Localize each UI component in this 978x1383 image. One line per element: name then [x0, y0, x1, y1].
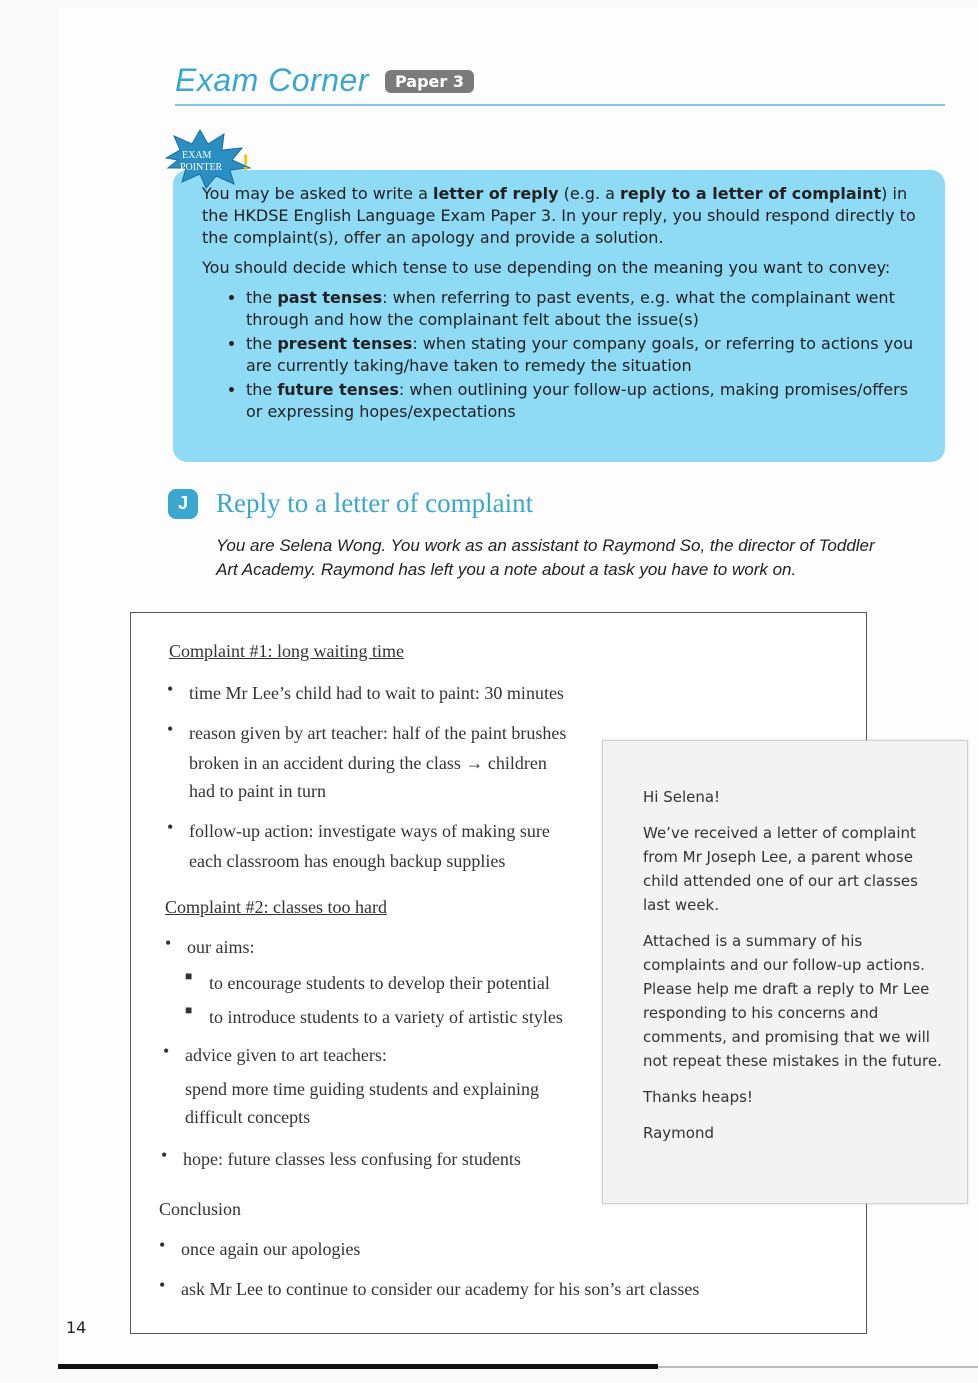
list-item-continued: broken in an accident during the class → children [189, 753, 547, 773]
list-item: advice given to art teachers: [185, 1045, 387, 1065]
bullet-icon: • [159, 1235, 166, 1255]
pointer-paragraph-2: You should decide which tense to use depending on the meaning you want to convey: [202, 258, 891, 277]
list-item: hope: future classes less confusing for students [183, 1149, 521, 1169]
sticky-note-text [643, 785, 943, 1157]
header-divider [175, 104, 945, 106]
burst-text-pointer: POINTER [180, 162, 223, 173]
bottom-rule-fade [658, 1366, 978, 1368]
note-paragraph-2: Attached is a summary of his complaints and our follow-up actions. Please help me draft a reply to Mr Lee responding to his concerns and comments, and promising that we will not repeat these mistakes in the future. [643, 932, 942, 1070]
list-item: once again our apologies [181, 1239, 361, 1259]
list-item-continued: difficult concepts [185, 1107, 311, 1127]
bottom-rule [58, 1364, 658, 1369]
pointer-paragraph-1: You may be asked to write a letter of reply (e.g. a reply to a letter of complaint) in the HKDSE English Language Exam Paper 3. In your reply, you should respond directly to the complaint(s), offer an apology and provide a solution. [202, 184, 916, 247]
exclamation-icon: ! [242, 150, 250, 175]
complaint1-heading: Complaint #1: long waiting time [169, 641, 404, 661]
page-number: 14 [66, 1318, 87, 1337]
list-item: reason given by art teacher: half of the paint brushes [189, 723, 567, 743]
exam-corner-header [175, 62, 474, 99]
section-title [168, 488, 533, 519]
note-paragraph-1: We’ve received a letter of complaint from Mr Joseph Lee, a parent whose child attended one of our art classes last week. [643, 824, 918, 914]
bullet-icon: • [165, 933, 172, 953]
sticky-note [602, 740, 968, 1204]
list-item: follow-up action: investigate ways of making sure [189, 821, 550, 841]
sub-list-item: to introduce students to a variety of artistic styles [209, 1007, 563, 1027]
note-thanks: Thanks heaps! [643, 1088, 753, 1106]
burst-text-exam: EXAM [182, 150, 212, 161]
list-item: • the present tenses: when stating your company goals, or referring to actions you are currently taking/have taken to remedy the situation [246, 333, 924, 377]
bullet-icon: • [159, 1275, 166, 1295]
paper-badge: Paper 3 [385, 70, 474, 93]
section-heading: Reply to a letter of complaint [216, 488, 534, 518]
bullet-icon: • [167, 817, 174, 837]
note-greeting: Hi Selena! [643, 788, 721, 806]
bullet-icon: • [161, 1145, 168, 1165]
conclusion-heading: Conclusion [159, 1199, 242, 1219]
list-item: time Mr Lee’s child had to wait to paint: 30 minutes [189, 683, 564, 703]
note-signature: Raymond [643, 1124, 714, 1142]
complaint2-heading: Complaint #2: classes too hard [165, 897, 387, 917]
list-item: • the future tenses: when outlining your follow-up actions, making promises/offers or expressing hopes/expectations [246, 379, 924, 423]
square-bullet-icon: ■ [185, 1003, 193, 1017]
exam-pointer-burst-icon [162, 128, 258, 190]
bullet-icon: • [167, 719, 174, 739]
exam-pointer-text [202, 183, 924, 425]
square-bullet-icon: ■ [185, 969, 193, 983]
bullet-icon: • [167, 679, 174, 699]
list-item: • the past tenses: when referring to past events, e.g. what the complainant went through and how the complainant felt about the issue(s) [246, 287, 924, 331]
sub-list-item: to encourage students to develop their potential [209, 973, 550, 993]
list-item: our aims: [187, 937, 255, 957]
list-item-continued: had to paint in turn [189, 781, 326, 801]
section-badge: J [168, 489, 198, 519]
list-item-continued: spend more time guiding students and explaining [185, 1079, 539, 1099]
tense-list [202, 287, 924, 423]
task-intro: You are Selena Wong. You work as an assistant to Raymond So, the director of Toddler Art Academy. Raymond has left you a note about a task you have to work on. [216, 536, 875, 579]
list-item: ask Mr Lee to continue to consider our academy for his son’s art classes [181, 1279, 700, 1299]
list-item-continued: each classroom has enough backup supplies [189, 851, 506, 871]
exam-corner-logo: Exam Corner [175, 62, 369, 98]
bullet-icon: • [163, 1041, 170, 1061]
